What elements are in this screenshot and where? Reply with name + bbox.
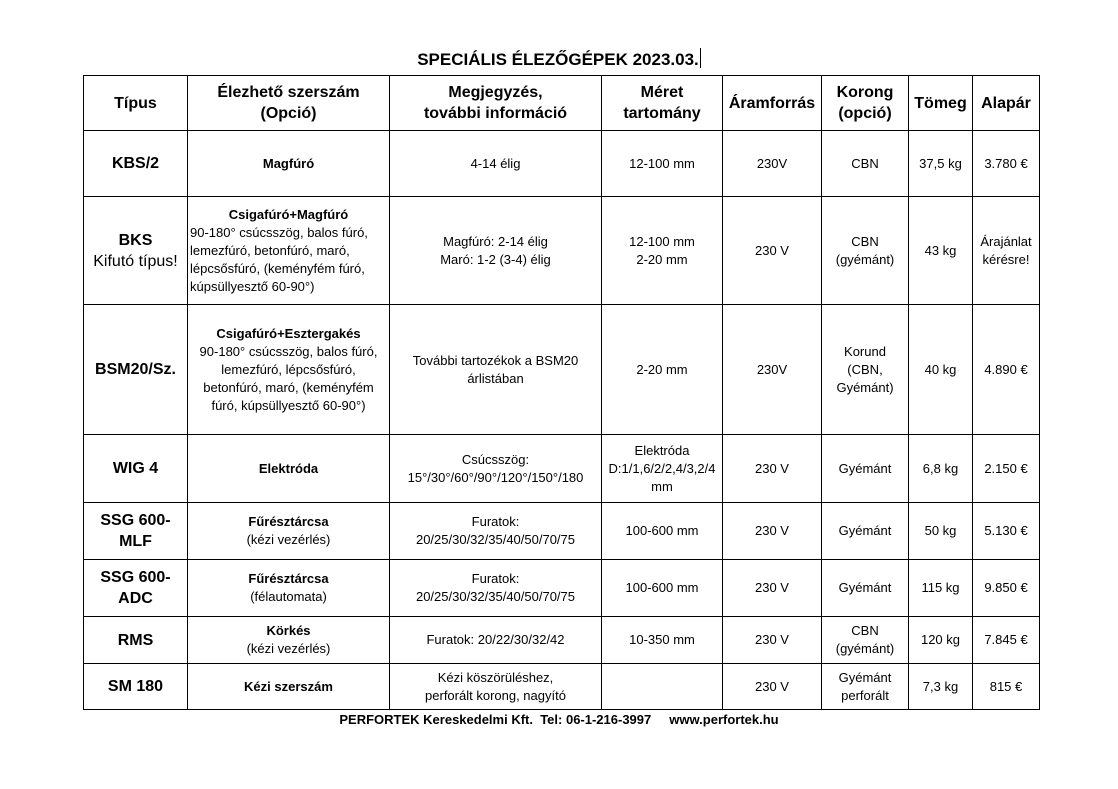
cell-tool bbox=[188, 503, 390, 560]
type-name: SSG 600-ADC bbox=[100, 569, 171, 607]
header-row bbox=[84, 76, 1040, 131]
page-title-text: SPECIÁLIS ÉLEZŐGÉPEK 2023.03. bbox=[417, 50, 699, 69]
tool-description: (kézi vezérlés) bbox=[246, 532, 331, 547]
header-size: Méret tartomány bbox=[602, 76, 723, 131]
cell-wheel: Gyémánt bbox=[822, 435, 909, 503]
cell-power: 230V bbox=[723, 305, 822, 435]
type-name: SSG 600-MLF bbox=[100, 512, 171, 550]
cell-price: 815 € bbox=[973, 664, 1040, 710]
cell-type bbox=[84, 435, 188, 503]
tool-title: Körkés bbox=[266, 623, 311, 638]
header-tool: Élezhető szerszám (Opció) bbox=[188, 76, 390, 131]
cell-price: 2.150 € bbox=[973, 435, 1040, 503]
cell-power: 230 V bbox=[723, 664, 822, 710]
header-price: Alapár bbox=[973, 76, 1040, 131]
page-title bbox=[0, 48, 1118, 71]
price-table bbox=[83, 75, 1040, 710]
table-row bbox=[84, 664, 1040, 710]
cell-note: Furatok: 20/22/30/32/42 bbox=[390, 617, 602, 664]
footer-contact: PERFORTEK Kereskedelmi Kft. Tel: 06-1-216-3997 www.perfortek.hu bbox=[339, 712, 779, 727]
tool-title: Kézi szerszám bbox=[244, 678, 333, 694]
tool-description: (kézi vezérlés) bbox=[246, 641, 331, 656]
cell-weight: 40 kg bbox=[909, 305, 973, 435]
header-note: Megjegyzés, további információ bbox=[390, 76, 602, 131]
cell-type bbox=[84, 131, 188, 197]
type-name: BKS bbox=[118, 231, 153, 249]
cell-note: Furatok: 20/25/30/32/35/40/50/70/75 bbox=[390, 503, 602, 560]
cell-note: Kézi köszörüléshez, perforált korong, nagyító bbox=[390, 664, 602, 710]
type-name: KBS/2 bbox=[111, 155, 160, 172]
table-row bbox=[84, 305, 1040, 435]
cell-wheel: Gyémánt perforált bbox=[822, 664, 909, 710]
tool-title: Fűrésztárcsa bbox=[248, 514, 329, 529]
cell-power: 230 V bbox=[723, 435, 822, 503]
cell-wheel: CBN (gyémánt) bbox=[822, 617, 909, 664]
cell-size bbox=[602, 664, 723, 710]
cell-weight: 37,5 kg bbox=[909, 131, 973, 197]
cell-size: 100-600 mm bbox=[602, 560, 723, 617]
cell-note: Furatok: 20/25/30/32/35/40/50/70/75 bbox=[390, 560, 602, 617]
type-note: Kifutó típus! bbox=[93, 252, 178, 270]
cell-weight: 50 kg bbox=[909, 503, 973, 560]
type-name: RMS bbox=[117, 631, 154, 649]
cell-size: 12-100 mm 2-20 mm bbox=[602, 197, 723, 305]
type-name: WIG 4 bbox=[112, 460, 159, 477]
tool-title: Csigafúró+Esztergakés bbox=[216, 325, 361, 341]
cell-power: 230 V bbox=[723, 617, 822, 664]
cell-price: 3.780 € bbox=[973, 131, 1040, 197]
cell-price: 7.845 € bbox=[973, 617, 1040, 664]
type-name: SM 180 bbox=[107, 678, 164, 695]
cell-wheel: Gyémánt bbox=[822, 503, 909, 560]
cell-power: 230 V bbox=[723, 197, 822, 305]
cell-weight: 7,3 kg bbox=[909, 664, 973, 710]
table-row bbox=[84, 617, 1040, 664]
tool-description: 90-180° csúcsszög, balos fúró, lemezfúró, betonfúró, maró, lépcsősfúró, (keményfém fúró, kúpsüllyesztő 60-90°) bbox=[190, 224, 368, 294]
cell-wheel: CBN bbox=[822, 131, 909, 197]
cell-size: 12-100 mm bbox=[602, 131, 723, 197]
header-weight: Tömeg bbox=[909, 76, 973, 131]
cell-wheel: Korund (CBN, Gyémánt) bbox=[822, 305, 909, 435]
cell-weight: 120 kg bbox=[909, 617, 973, 664]
tool-title: Magfúró bbox=[262, 155, 315, 171]
cell-size: 2-20 mm bbox=[602, 305, 723, 435]
cell-power: 230 V bbox=[723, 503, 822, 560]
cell-price: 4.890 € bbox=[973, 305, 1040, 435]
text-cursor bbox=[700, 48, 701, 68]
cell-size: 10-350 mm bbox=[602, 617, 723, 664]
cell-tool bbox=[188, 617, 390, 664]
type-name: BSM20/Sz. bbox=[95, 361, 176, 378]
tool-description: (félautomata) bbox=[250, 589, 327, 604]
cell-size: 100-600 mm bbox=[602, 503, 723, 560]
table-row bbox=[84, 131, 1040, 197]
cell-note: 4-14 élig bbox=[390, 131, 602, 197]
cell-type bbox=[84, 305, 188, 435]
cell-tool bbox=[188, 197, 390, 305]
tool-title: Csigafúró+Magfúró bbox=[228, 206, 349, 222]
cell-weight: 43 kg bbox=[909, 197, 973, 305]
tool-title: Fűrésztárcsa bbox=[248, 571, 329, 586]
cell-price: 5.130 € bbox=[973, 503, 1040, 560]
cell-weight: 6,8 kg bbox=[909, 435, 973, 503]
cell-price: 9.850 € bbox=[973, 560, 1040, 617]
cell-wheel: Gyémánt bbox=[822, 560, 909, 617]
cell-tool bbox=[188, 435, 390, 503]
table-row bbox=[84, 503, 1040, 560]
cell-type bbox=[84, 560, 188, 617]
cell-tool bbox=[188, 560, 390, 617]
cell-type bbox=[84, 617, 188, 664]
cell-tool bbox=[188, 305, 390, 435]
header-power: Áramforrás bbox=[723, 76, 822, 131]
table-row bbox=[84, 197, 1040, 305]
cell-power: 230 V bbox=[723, 560, 822, 617]
cell-type bbox=[84, 503, 188, 560]
cell-type bbox=[84, 197, 188, 305]
cell-note: Magfúró: 2-14 élig Maró: 1-2 (3-4) élig bbox=[390, 197, 602, 305]
tool-description: 90-180° csúcsszög, balos fúró, lemezfúró, lépcsősfúró, betonfúró, maró, (keményfém fúró, kúpsüllyesztő 60-90°) bbox=[199, 343, 378, 413]
header-type: Típus bbox=[84, 76, 188, 131]
cell-size: Elektróda D:1/1,6/2/2,4/3,2/4 mm bbox=[602, 435, 723, 503]
cell-tool bbox=[188, 664, 390, 710]
cell-type bbox=[84, 664, 188, 710]
cell-power: 230V bbox=[723, 131, 822, 197]
cell-price: Árajánlat kérésre! bbox=[973, 197, 1040, 305]
table-row bbox=[84, 435, 1040, 503]
cell-note: További tartozékok a BSM20 árlistában bbox=[390, 305, 602, 435]
header-wheel: Korong (opció) bbox=[822, 76, 909, 131]
cell-wheel: CBN (gyémánt) bbox=[822, 197, 909, 305]
table-row bbox=[84, 560, 1040, 617]
tool-title: Elektróda bbox=[258, 460, 319, 476]
cell-weight: 115 kg bbox=[909, 560, 973, 617]
cell-note: Csúcsszög: 15°/30°/60°/90°/120°/150°/180 bbox=[390, 435, 602, 503]
cell-tool bbox=[188, 131, 390, 197]
